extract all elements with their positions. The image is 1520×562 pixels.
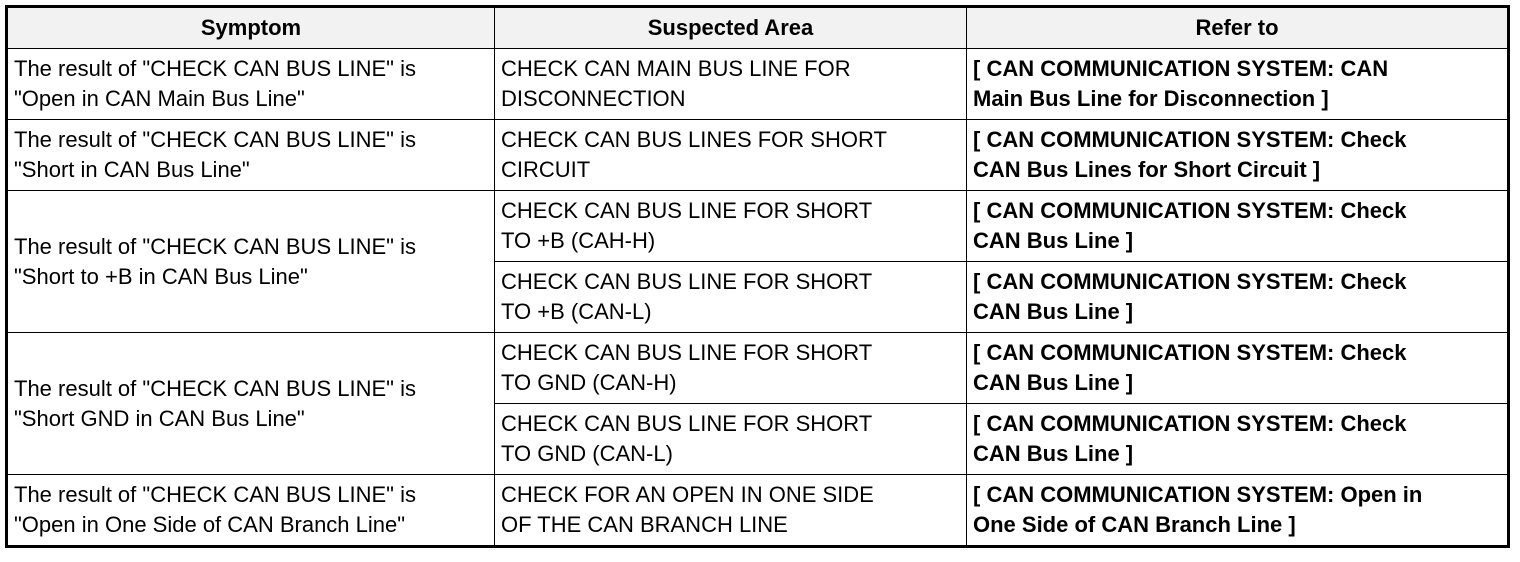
symptom-text: The result of "CHECK CAN BUS LINE" is	[14, 233, 416, 259]
symptom-text: "Short to +B in CAN Bus Line"	[14, 263, 308, 289]
symptom-text: "Short GND in CAN Bus Line"	[14, 405, 305, 431]
refer-to-link-text: Main Bus Line for Disconnection ]	[973, 86, 1329, 111]
table-row	[7, 120, 1509, 191]
suspected-area-text: OF THE CAN BRANCH LINE	[501, 512, 788, 537]
suspected-area-cell	[495, 120, 967, 191]
suspected-area-cell	[495, 404, 967, 475]
refer-to-link-text: [ CAN COMMUNICATION SYSTEM: Check	[973, 269, 1407, 294]
refer-to-link-text: [ CAN COMMUNICATION SYSTEM: CAN	[973, 56, 1389, 81]
symptom-cell	[7, 475, 495, 547]
symptom-cell	[7, 120, 495, 191]
suspected-area-text: CHECK CAN MAIN BUS LINE FOR	[501, 56, 851, 81]
symptom-text: The result of "CHECK CAN BUS LINE" is	[14, 482, 416, 507]
refer-to-link-text: [ CAN COMMUNICATION SYSTEM: Open in	[973, 482, 1423, 507]
table-body	[7, 49, 1509, 547]
refer-to-cell	[967, 262, 1509, 333]
header-symptom: Symptom	[7, 7, 495, 49]
table-row	[7, 49, 1509, 120]
suspected-area-text: DISCONNECTION	[501, 86, 686, 111]
refer-to-link-text: CAN Bus Line ]	[973, 370, 1134, 395]
suspected-area-text: CIRCUIT	[501, 157, 591, 182]
refer-to-link-text: CAN Bus Line ]	[973, 228, 1134, 253]
refer-to-cell	[967, 333, 1509, 404]
suspected-area-text: TO +B (CAN-L)	[501, 299, 652, 324]
diagnosis-table	[5, 5, 1510, 548]
symptom-text: "Short in CAN Bus Line"	[14, 157, 250, 182]
table-row	[7, 333, 1509, 404]
refer-to-cell	[967, 475, 1509, 547]
refer-to-link-text: CAN Bus Line ]	[973, 299, 1134, 324]
suspected-area-text: CHECK FOR AN OPEN IN ONE SIDE	[501, 482, 874, 507]
suspected-area-cell	[495, 262, 967, 333]
symptom-text: The result of "CHECK CAN BUS LINE" is	[14, 375, 416, 401]
table-row	[7, 475, 1509, 547]
suspected-area-text: TO GND (CAN-L)	[501, 441, 673, 466]
refer-to-link-text: CAN Bus Lines for Short Circuit ]	[973, 157, 1321, 182]
refer-to-link-text: [ CAN COMMUNICATION SYSTEM: Check	[973, 411, 1407, 436]
suspected-area-text: CHECK CAN BUS LINE FOR SHORT	[501, 198, 873, 223]
refer-to-cell	[967, 49, 1509, 120]
header-row	[7, 7, 1509, 49]
symptom-text: "Open in CAN Main Bus Line"	[14, 86, 305, 111]
suspected-area-text: CHECK CAN BUS LINE FOR SHORT	[501, 340, 873, 365]
refer-to-link-text: [ CAN COMMUNICATION SYSTEM: Check	[973, 340, 1407, 365]
suspected-area-text: CHECK CAN BUS LINES FOR SHORT	[501, 127, 887, 152]
header-refer-to: Refer to	[967, 7, 1509, 49]
suspected-area-text: TO +B (CAH-H)	[501, 228, 656, 253]
suspected-area-cell	[495, 475, 967, 547]
symptom-cell	[7, 49, 495, 120]
symptom-cell	[7, 333, 495, 475]
header-suspected-area: Suspected Area	[495, 7, 967, 49]
table-row	[7, 191, 1509, 262]
suspected-area-cell	[495, 49, 967, 120]
refer-to-link-text: [ CAN COMMUNICATION SYSTEM: Check	[973, 198, 1407, 223]
refer-to-link-text: One Side of CAN Branch Line ]	[973, 512, 1296, 537]
refer-to-link-text: CAN Bus Line ]	[973, 441, 1134, 466]
suspected-area-cell	[495, 333, 967, 404]
suspected-area-cell	[495, 191, 967, 262]
symptom-text: The result of "CHECK CAN BUS LINE" is	[14, 56, 416, 81]
suspected-area-text: TO GND (CAN-H)	[501, 370, 677, 395]
refer-to-link-text: [ CAN COMMUNICATION SYSTEM: Check	[973, 127, 1407, 152]
suspected-area-text: CHECK CAN BUS LINE FOR SHORT	[501, 269, 873, 294]
symptom-text: "Open in One Side of CAN Branch Line"	[14, 512, 406, 537]
symptom-cell	[7, 191, 495, 333]
refer-to-cell	[967, 120, 1509, 191]
refer-to-cell	[967, 191, 1509, 262]
refer-to-cell	[967, 404, 1509, 475]
suspected-area-text: CHECK CAN BUS LINE FOR SHORT	[501, 411, 873, 436]
symptom-text: The result of "CHECK CAN BUS LINE" is	[14, 127, 416, 152]
